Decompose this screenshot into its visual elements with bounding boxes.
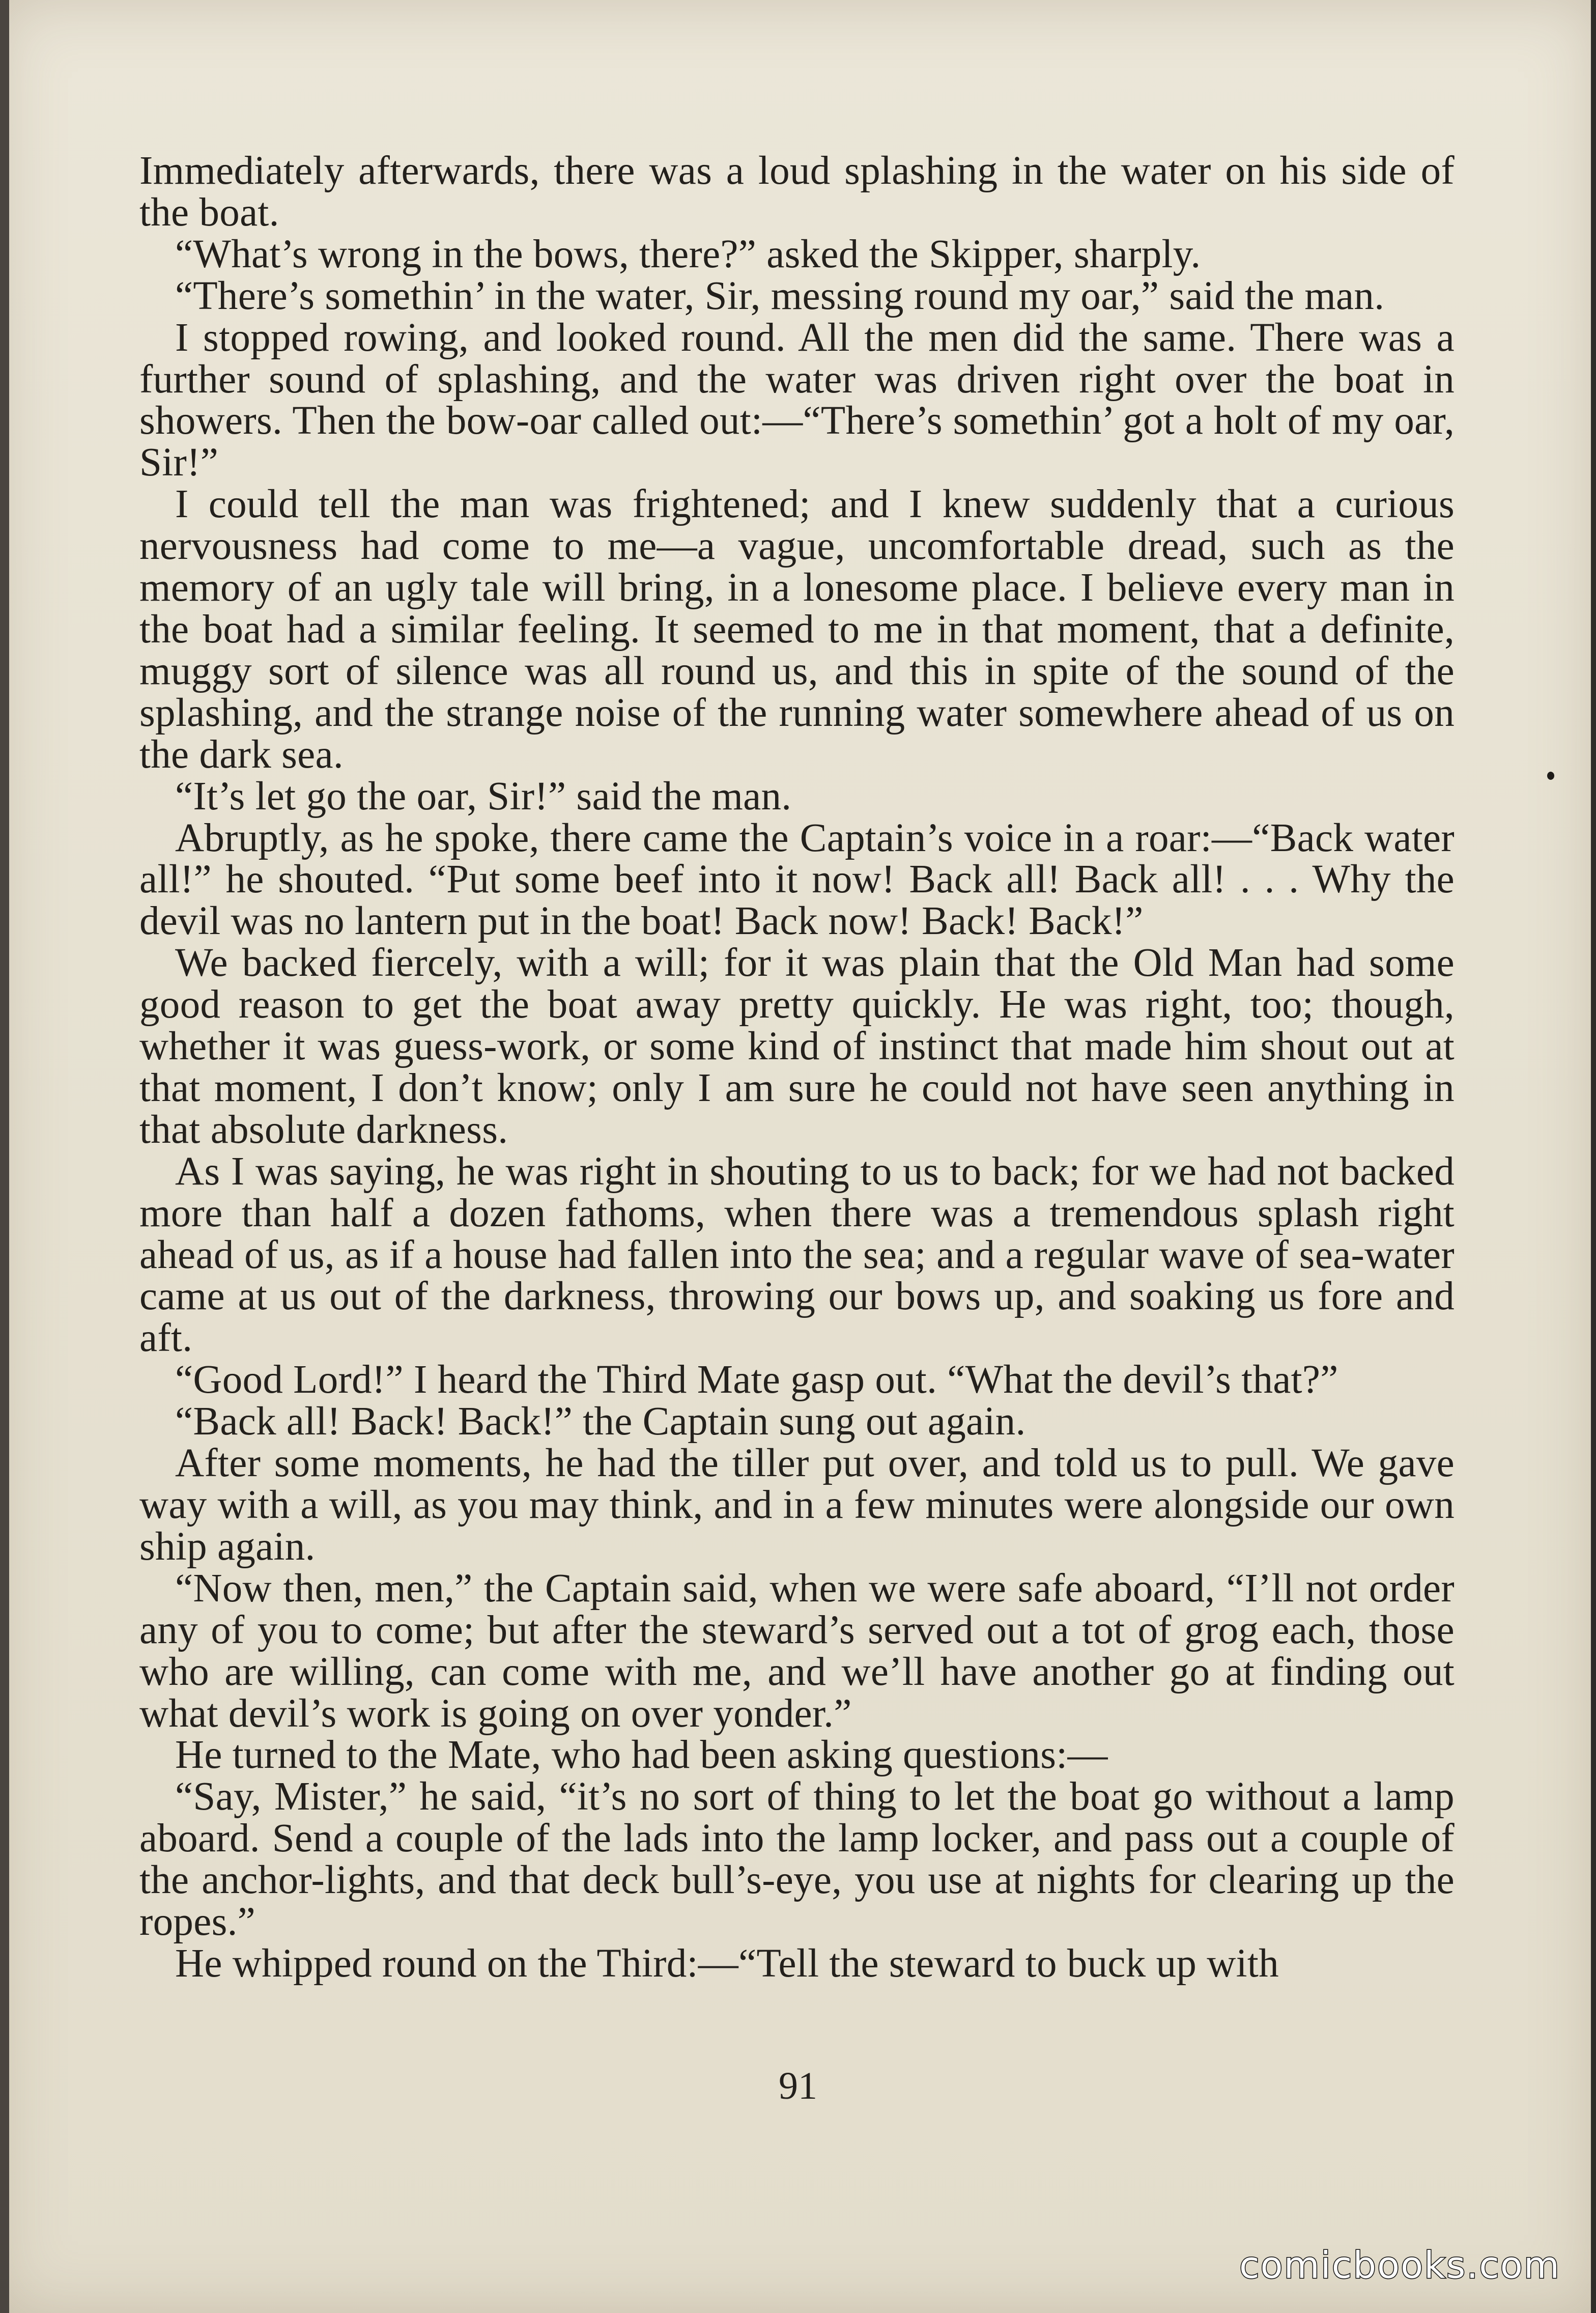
paragraph: Immediately afterwards, there was a loud splashing in the water on his side of the boat. <box>139 149 1455 235</box>
paragraph: “Say, Mister,” he said, “it’s no sort of thing to let the boat go without a lamp aboard. Send a couple of the lads into the lamp locker, and pass out a couple of the anchor-lights, and that deck bull’s-eye, you use at nights for clearing up the ropes.” <box>139 1774 1455 1944</box>
paragraph: “There’s somethin’ in the water, Sir, messing round my oar,” said the man. <box>175 273 1385 318</box>
paragraph: “Good Lord!” I heard the Third Mate gasp out. “What the devil’s that?” <box>175 1358 1338 1402</box>
paragraph: “It’s let go the oar, Sir!” said the man. <box>175 774 792 819</box>
paragraph: After some moments, he had the tiller put over, and told us to pull. We gave way with a will, as you may think, and in a few minutes were alongside our own ship again. <box>139 1441 1455 1569</box>
body-text <box>139 150 1455 1985</box>
paragraph: As I was saying, he was right in shouting to us to back; for we had not backed more than half a dozen fathoms, when there was a tremendous splash right ahead of us, as if a house had fallen into the sea; and a regular wave of sea-water came at us out of the darkness, throwing our bows up, and soaking us fore and aft. <box>139 1149 1455 1361</box>
page-right-edge <box>1591 0 1596 2313</box>
paragraph: We backed fiercely, with a will; for it was plain that the Old Man had some good reason to get the boat away pretty quickly. He was right, too; though, whether it was guess-work, or some kind of instinct that made him shout out at that moment, I don’t know; only I am sure he could not have seen anything in that absolute darkness. <box>139 941 1455 1152</box>
watermark-logo: comicbooks.com <box>1239 2244 1560 2287</box>
paragraph: “Back all! Back! Back!” the Captain sung out again. <box>175 1399 1026 1444</box>
paragraph: I could tell the man was frightened; and I knew suddenly that a curious nervousness had come to me—a vague, uncomfortable dread, such as the memory of an ugly tale will bring, in a lonesome place. I believe every man in the boat had a similar feeling. It seemed to me in that moment, that a definite, muggy sort of silence was all round us, and this in spite of the sound of the splashing, and the strange noise of the running water somewhere ahead of us on the dark sea. <box>139 482 1455 777</box>
paragraph: He whipped round on the Third:—“Tell the steward to buck up with <box>175 1941 1279 1986</box>
paragraph: “What’s wrong in the bows, there?” asked the Skipper, sharply. <box>175 232 1201 276</box>
ink-speck <box>1547 772 1554 780</box>
paragraph: I stopped rowing, and looked round. All the men did the same. There was a further sound of splashing, and the water was driven right over the boat in showers. Then the bow-oar called out:—“There’s somethin’ got a holt of my oar, Sir!” <box>139 315 1455 485</box>
paragraph: “Now then, men,” the Captain said, when we were safe aboard, “I’ll not order any of you to come; but after the steward’s served out a tot of grog each, those who are willing, can come with me, and we’ll have another go at finding out what devil’s work is going on over yonder.” <box>139 1566 1455 1736</box>
page-number: 91 <box>779 2065 817 2107</box>
paragraph: He turned to the Mate, who had been asking questions:— <box>175 1733 1108 1778</box>
paragraph: Abruptly, as he spoke, there came the Captain’s voice in a roar:—“Back water all!” he shouted. “Put some beef into it now! Back all! Back all! . . . Why the devil was no lantern put in the boat! Back now! Back! Back!” <box>139 815 1455 944</box>
page-left-edge <box>0 0 9 2313</box>
